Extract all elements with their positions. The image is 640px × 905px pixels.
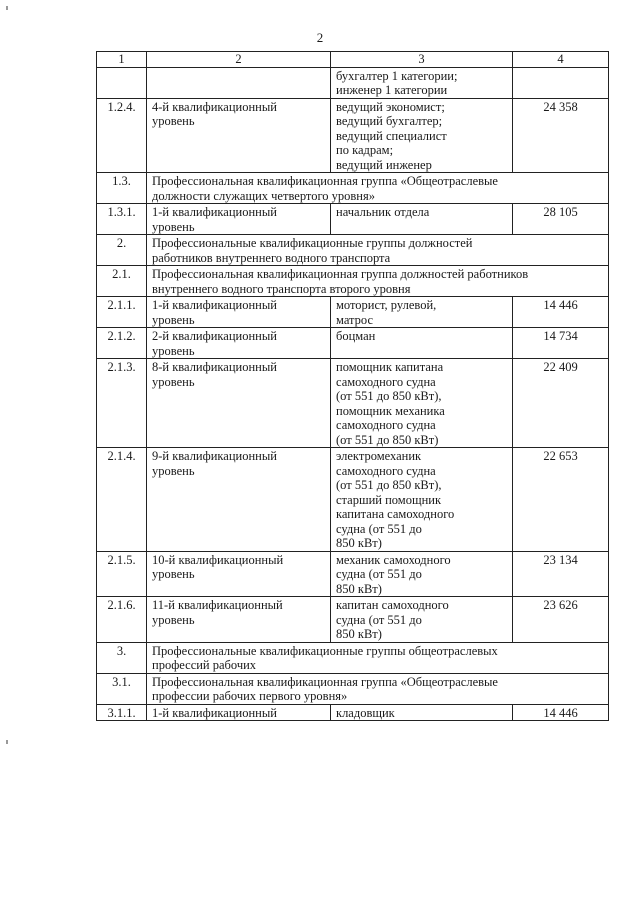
table-row <box>97 704 609 721</box>
group-number: 3.1. <box>97 673 147 704</box>
position-list: кладовщик <box>331 704 513 721</box>
position-list: механик самоходного судна (от 551 до 850 кВт) <box>331 551 513 597</box>
row-number: 1.2.4. <box>97 98 147 173</box>
table-row <box>97 204 609 235</box>
position-list: моторист, рулевой, матрос <box>331 297 513 328</box>
salary-amount: 22 409 <box>513 359 609 448</box>
table-row <box>97 328 609 359</box>
group-title: Профессиональная квалификационная группа должностей работников внутреннего водного транспорта второго уровня <box>147 266 609 297</box>
group-heading-row <box>97 266 609 297</box>
qualification-level: 9-й квалификационный уровень <box>147 448 331 552</box>
row-number: 2.1.5. <box>97 551 147 597</box>
salary-table-body <box>97 52 609 721</box>
qualification-level: 1-й квалификационный <box>147 704 331 721</box>
table-row <box>97 67 609 98</box>
qualification-level: 1-й квалификационный уровень <box>147 297 331 328</box>
row-number: 2.1.1. <box>97 297 147 328</box>
group-title: Профессиональная квалификационная группа «Общеотраслевые должности служащих четвертого уровня» <box>147 173 609 204</box>
position-list: капитан самоходного судна (от 551 до 850 кВт) <box>331 597 513 643</box>
row-number <box>97 67 147 98</box>
position-list: помощник капитана самоходного судна (от 551 до 850 кВт), помощник механика самоходного судна (от 551 до 850 кВт) <box>331 359 513 448</box>
salary-amount: 14 446 <box>513 704 609 721</box>
column-number-2: 2 <box>147 52 331 68</box>
table-row <box>97 359 609 448</box>
column-number-row <box>97 52 609 68</box>
position-list: начальник отдела <box>331 204 513 235</box>
salary-amount: 24 358 <box>513 98 609 173</box>
table-row <box>97 448 609 552</box>
qualification-level: 10-й квалификационный уровень <box>147 551 331 597</box>
salary-amount <box>513 67 609 98</box>
qualification-level: 2-й квалификационный уровень <box>147 328 331 359</box>
group-number: 3. <box>97 642 147 673</box>
salary-table <box>96 51 609 721</box>
group-number: 2. <box>97 235 147 266</box>
table-row <box>97 597 609 643</box>
group-number: 1.3. <box>97 173 147 204</box>
qualification-level: 4-й квалификационный уровень <box>147 98 331 173</box>
position-list: боцман <box>331 328 513 359</box>
qualification-level <box>147 67 331 98</box>
table-row <box>97 297 609 328</box>
salary-amount: 14 446 <box>513 297 609 328</box>
group-title: Профессиональные квалификационные группы должностей работников внутреннего водного транспорта <box>147 235 609 266</box>
scan-edge-mark <box>6 740 8 744</box>
row-number: 2.1.2. <box>97 328 147 359</box>
column-number-1: 1 <box>97 52 147 68</box>
salary-amount: 22 653 <box>513 448 609 552</box>
row-number: 3.1.1. <box>97 704 147 721</box>
group-title: Профессиональная квалификационная группа «Общеотраслевые профессии рабочих первого уровня» <box>147 673 609 704</box>
salary-amount: 14 734 <box>513 328 609 359</box>
qualification-level: 8-й квалификационный уровень <box>147 359 331 448</box>
group-heading-row <box>97 642 609 673</box>
column-number-4: 4 <box>513 52 609 68</box>
table-row <box>97 98 609 173</box>
position-list: электромеханик самоходного судна (от 551 до 850 кВт), старший помощник капитана самоходного судна (от 551 до 850 кВт) <box>331 448 513 552</box>
position-list: ведущий экономист; ведущий бухгалтер; ведущий специалист по кадрам; ведущий инженер <box>331 98 513 173</box>
scan-edge-mark <box>6 6 8 10</box>
column-number-3: 3 <box>331 52 513 68</box>
group-title: Профессиональные квалификационные группы общеотраслевых профессий рабочих <box>147 642 609 673</box>
qualification-level: 1-й квалификационный уровень <box>147 204 331 235</box>
row-number: 1.3.1. <box>97 204 147 235</box>
row-number: 2.1.3. <box>97 359 147 448</box>
group-heading-row <box>97 173 609 204</box>
group-heading-row <box>97 235 609 266</box>
group-number: 2.1. <box>97 266 147 297</box>
page-number: 2 <box>316 30 324 45</box>
position-list: бухгалтер 1 категории; инженер 1 категории <box>331 67 513 98</box>
qualification-level: 11-й квалификационный уровень <box>147 597 331 643</box>
group-heading-row <box>97 673 609 704</box>
row-number: 2.1.4. <box>97 448 147 552</box>
salary-amount: 28 105 <box>513 204 609 235</box>
salary-amount: 23 626 <box>513 597 609 643</box>
table-row <box>97 551 609 597</box>
row-number: 2.1.6. <box>97 597 147 643</box>
salary-amount: 23 134 <box>513 551 609 597</box>
